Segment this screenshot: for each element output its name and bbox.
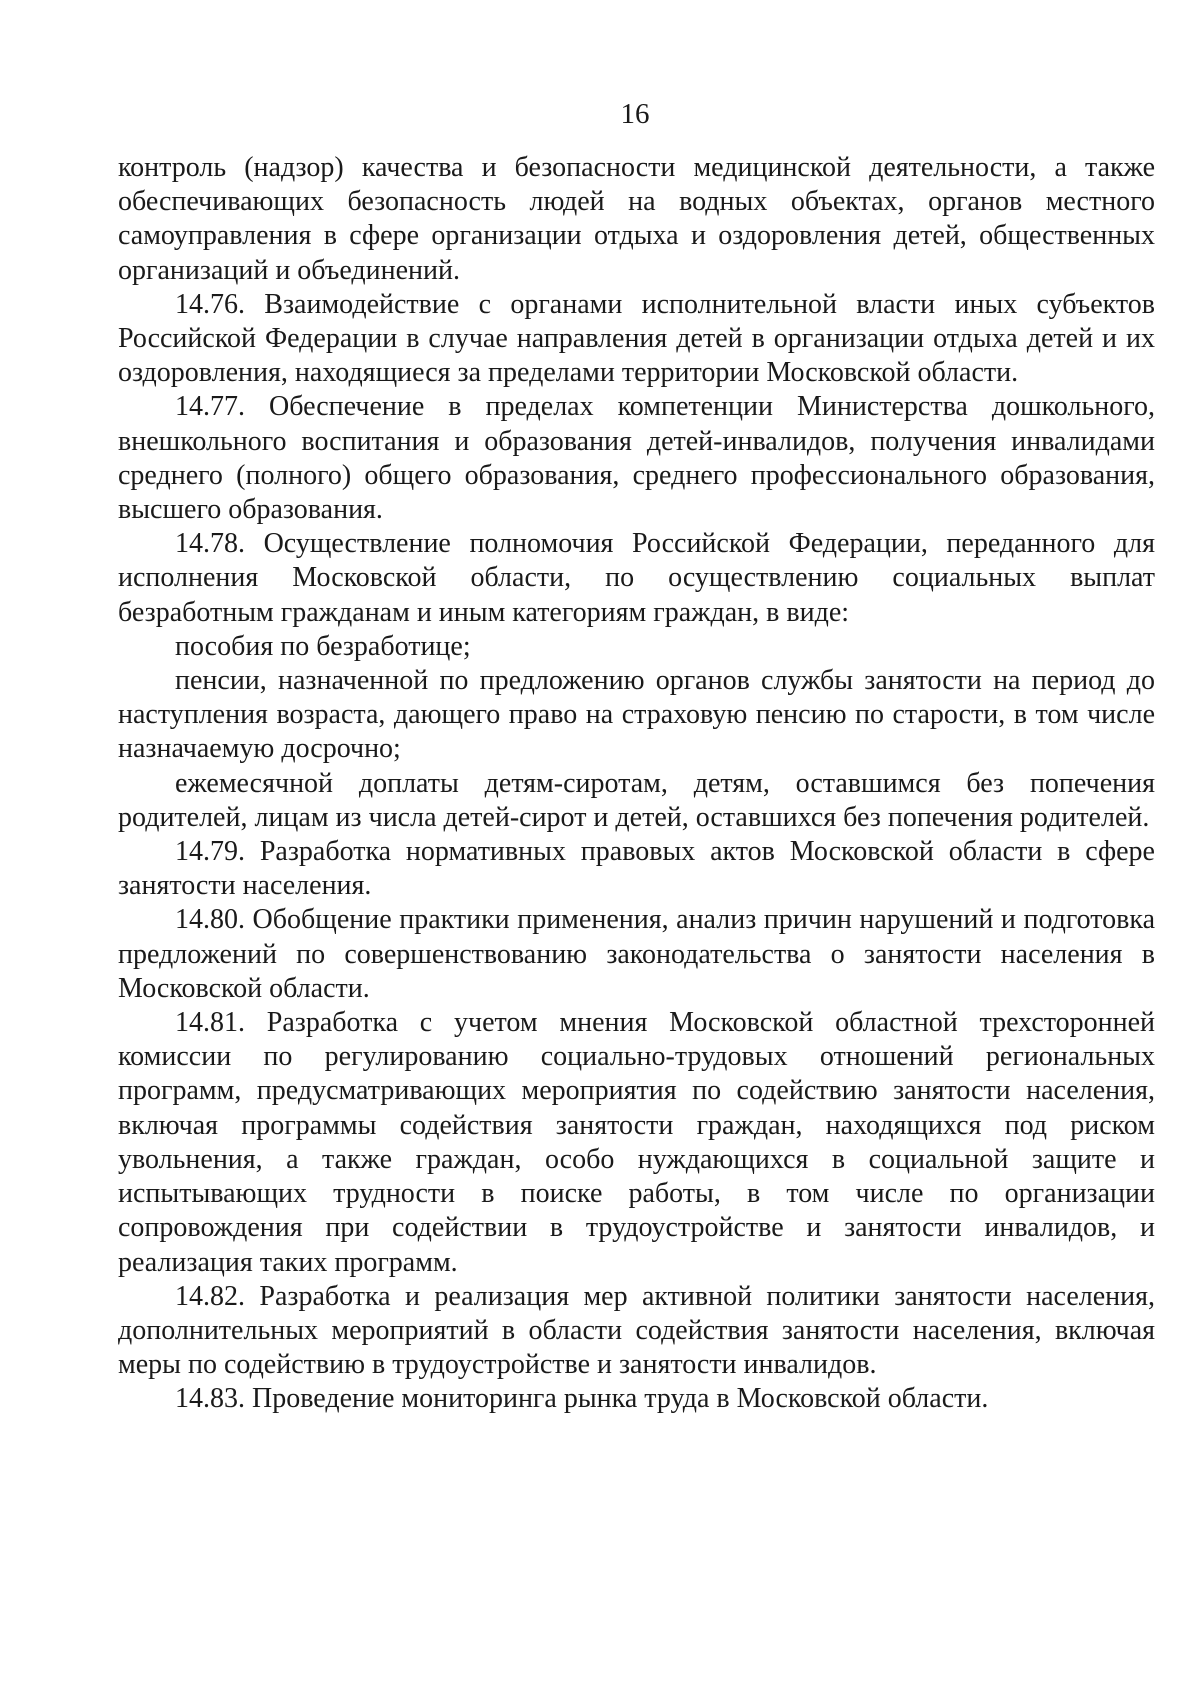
list-item-orphan-supplement: ежемесячной доплаты детям-сиротам, детям, оставшимся без попечения родителей, лицам из числа детей-сирот и детей, оставшихся без попечения родителей. [118,767,1155,833]
paragraph-14-81: 14.81. Разработка с учетом мнения Московской областной трехсторонней комиссии по регулированию социально-трудовых отношений региональных программ, предусматривающих мероприятия по содействию занятости населения, включая программы содействия занятости граждан, находящихся под риском увольнения, а также граждан, особо нуждающихся в социальной защите и испытывающих трудности в поиске работы, в том числе по организации сопровождения при содействии в трудоустройстве и занятости инвалидов, и реализация таких программ. [118,1007,1155,1278]
paragraph-14-80: 14.80. Обобщение практики применения, анализ причин нарушений и подготовка предложений по совершенствованию законодательства о занятости населения в Московской области. [118,904,1155,1004]
document-body [118,151,1155,1417]
paragraph-14-82: 14.82. Разработка и реализация мер активной политики занятости населения, дополнительных мероприятий в области содействия занятости населения, включая меры по содействию в трудоустройстве и занятости инвалидов. [118,1280,1155,1381]
list-item-early-pension: пенсии, назначенной по предложению органов службы занятости на период до наступления возраста, дающего право на страховую пенсию по старости, в том числе назначаемую досрочно; [118,665,1155,765]
paragraph-14-79: 14.79. Разработка нормативных правовых актов Московской области в сфере занятости населения. [118,836,1155,902]
paragraph-14-78: 14.78. Осуществление полномочия Российской Федерации, переданного для исполнения Московской области, по осуществлению социальных выплат безработным гражданам и иным категориям граждан, в виде: [118,528,1155,628]
paragraph-14-77: 14.77. Обеспечение в пределах компетенции Министерства дошкольного, внешкольного воспитания и образования детей-инвалидов, получения инвалидами среднего (полного) общего образования, среднего профессионального образования, высшего образования. [118,391,1155,526]
list-item-unemployment-benefit: пособия по безработице; [175,630,471,662]
paragraph-continuation: контроль (надзор) качества и безопасности медицинской деятельности, а также обеспечивающих безопасность людей на водных объектах, органов местного самоуправления в сфере организации отдыха и оздоровления детей, общественных организаций и объединений. [118,152,1155,286]
page-number: 16 [620,98,650,130]
paragraph-14-76: 14.76. Взаимодействие с органами исполнительной власти иных субъектов Российской Федерации в случае направления детей в организации отдыха детей и их оздоровления, находящиеся за пределами территории Московской области. [118,288,1155,389]
paragraph-14-83: 14.83. Проведение мониторинга рынка труда в Московской области. [175,1383,989,1415]
